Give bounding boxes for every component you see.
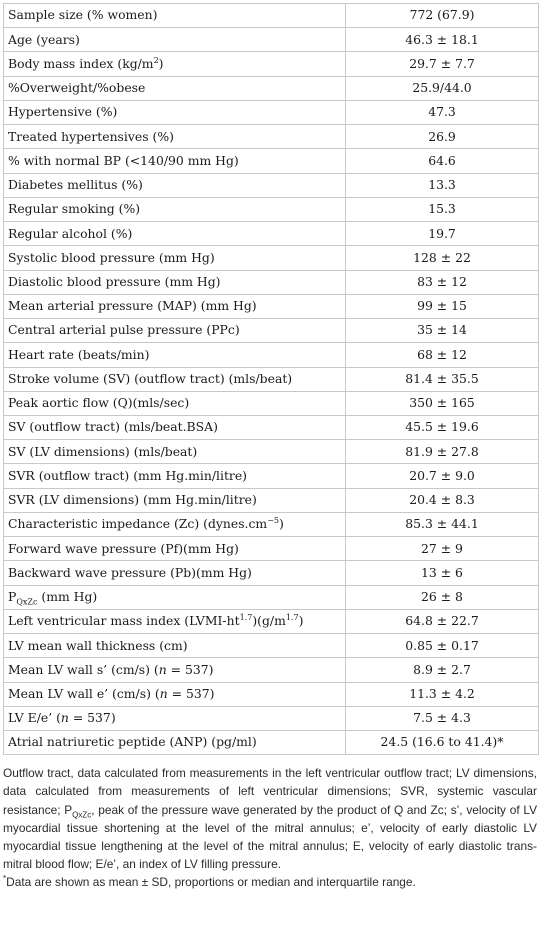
footnote-data-note: [3, 873, 537, 891]
table-row: [4, 488, 539, 512]
table-row: [4, 537, 539, 561]
row-label-cell: [4, 294, 346, 318]
row-label: % with normal BP (<140/90 mm Hg): [8, 152, 239, 168]
row-label-suffix: = 537): [167, 685, 215, 701]
row-label: Backward wave pressure (Pb)(mm Hg): [8, 564, 252, 580]
table-row: [4, 149, 539, 173]
row-value: 46.3 ± 18.1: [346, 28, 539, 52]
row-label-cell: [4, 706, 346, 730]
footnote-note-text: Data are shown as mean ± SD, proportions or median and interquartile range.: [6, 875, 416, 890]
table-row: [4, 609, 539, 633]
row-label-cell: [4, 609, 346, 633]
row-value: 83 ± 12: [346, 270, 539, 294]
row-value: 99 ± 15: [346, 294, 539, 318]
row-label-superscript: 1.7: [239, 613, 253, 623]
row-label-cell: [4, 634, 346, 658]
row-label: Systolic blood pressure (mm Hg): [8, 249, 215, 265]
row-label-cell: [4, 52, 346, 76]
table-row: [4, 634, 539, 658]
row-label-cell: [4, 125, 346, 149]
row-value: 26 ± 8: [346, 585, 539, 609]
row-label-suffix: ): [158, 55, 164, 71]
row-value: 20.4 ± 8.3: [346, 488, 539, 512]
table-row: [4, 4, 539, 28]
row-value: 47.3: [346, 100, 539, 124]
row-label-cell: [4, 585, 346, 609]
row-label-cell: [4, 464, 346, 488]
footnote-marker: *: [3, 874, 7, 884]
row-label: SV (LV dimensions) (mls/beat): [8, 443, 198, 459]
row-value: 350 ± 165: [346, 391, 539, 415]
row-label: Regular alcohol (%): [8, 225, 133, 241]
row-label: %Overweight/%obese: [8, 80, 146, 96]
table-row: [4, 76, 539, 100]
row-value: 35 ± 14: [346, 319, 539, 343]
row-value: 24.5 (16.6 to 41.4)*: [346, 731, 539, 755]
row-label-cell: [4, 658, 346, 682]
row-label: Age (years): [8, 31, 80, 47]
row-value: 64.8 ± 22.7: [346, 609, 539, 633]
footnote-text-1: Outflow tract, data calculated from measurements in the left ventricular outflow tract; LV dimensions, data calculated from measurements of left ventricular dimensions; SVR, systemic vascular resistance; P: [3, 766, 537, 817]
row-label-cell: [4, 76, 346, 100]
table-row: [4, 246, 539, 270]
table-row: [4, 585, 539, 609]
row-value: 11.3 ± 4.2: [346, 682, 539, 706]
table-row: [4, 658, 539, 682]
footnote-text-2: , peak of the pressure wave generated by the product of Q and Zc; s’, velocity of LV myocardial tissue shortening at the level of the mitral annulus; e’, velocity of early diastolic LV myocardial tissue lengthening at the level of the mitral annulus; E, velocity of early diastolic trans-mitral blood flow; E/e’, an index of LV filling pressure.: [3, 802, 538, 872]
row-label: P: [8, 589, 17, 605]
table-row: [4, 731, 539, 755]
row-label-cell: [4, 197, 346, 221]
table-row: [4, 52, 539, 76]
table-row: [4, 561, 539, 585]
table-row: [4, 464, 539, 488]
row-label: Central arterial pulse pressure (PPc): [8, 322, 240, 338]
row-label: Stroke volume (SV) (outflow tract) (mls/beat): [8, 370, 293, 386]
row-value: 13 ± 6: [346, 561, 539, 585]
row-label: SV (outflow tract) (mls/beat.BSA): [8, 419, 218, 435]
row-label-cell: [4, 561, 346, 585]
row-value: 26.9: [346, 125, 539, 149]
row-value: 772 (67.9): [346, 4, 539, 28]
row-label: Peak aortic flow (Q)(mls/sec): [8, 395, 190, 411]
row-label-superscript-2: 1.7: [285, 613, 299, 623]
row-label: Mean arterial pressure (MAP) (mm Hg): [8, 298, 257, 314]
table-row: [4, 367, 539, 391]
row-label-cell: [4, 173, 346, 197]
row-label-cell: [4, 100, 346, 124]
row-label-cell: [4, 4, 346, 28]
row-label-cell: [4, 440, 346, 464]
row-value: 13.3: [346, 173, 539, 197]
table-row: [4, 100, 539, 124]
row-label: Heart rate (beats/min): [8, 346, 150, 362]
table-row: [4, 222, 539, 246]
row-label-suffix: )(g/m: [252, 613, 286, 629]
row-label-italic: n: [159, 685, 168, 701]
row-label-cell: [4, 512, 346, 536]
row-label-cell: [4, 488, 346, 512]
row-label-superscript: 2: [153, 55, 159, 65]
table-row: [4, 440, 539, 464]
row-value: 68 ± 12: [346, 343, 539, 367]
row-label-suffix: = 537): [68, 710, 116, 726]
table-row: [4, 28, 539, 52]
characteristics-table: [3, 3, 539, 755]
row-label-cell: [4, 391, 346, 415]
row-label-italic: n: [158, 661, 167, 677]
row-label-subscript: QxZc: [16, 597, 38, 607]
footnote-subscript: QxZc: [72, 810, 92, 820]
table-row: [4, 125, 539, 149]
row-label: Hypertensive (%): [8, 104, 118, 120]
row-value: 29.7 ± 7.7: [346, 52, 539, 76]
row-value: 128 ± 22: [346, 246, 539, 270]
row-label-cell: [4, 367, 346, 391]
table-row: [4, 197, 539, 221]
row-label-cell: [4, 222, 346, 246]
characteristics-table-container: [3, 3, 539, 892]
table-row: [4, 415, 539, 439]
row-label-cell: [4, 28, 346, 52]
row-label-suffix-2: ): [298, 613, 304, 629]
row-label-cell: [4, 682, 346, 706]
row-label-cell: [4, 319, 346, 343]
row-label-superscript: −5: [267, 516, 279, 526]
table-row: [4, 294, 539, 318]
row-value: 81.9 ± 27.8: [346, 440, 539, 464]
row-label-cell: [4, 537, 346, 561]
row-label: Sample size (% women): [8, 7, 158, 23]
row-label-cell: [4, 270, 346, 294]
row-label: Body mass index (kg/m: [8, 55, 154, 71]
row-label-cell: [4, 731, 346, 755]
row-label-italic: n: [60, 710, 69, 726]
table-row: [4, 512, 539, 536]
table-row: [4, 391, 539, 415]
row-label: Diabetes mellitus (%): [8, 177, 143, 193]
table-row: [4, 319, 539, 343]
row-value: 45.5 ± 19.6: [346, 415, 539, 439]
row-label-suffix: (mm Hg): [37, 589, 98, 605]
table-row: [4, 173, 539, 197]
row-label: LV mean wall thickness (cm): [8, 637, 188, 653]
row-value: 15.3: [346, 197, 539, 221]
table-row: [4, 343, 539, 367]
table-row: [4, 706, 539, 730]
row-label: SVR (outflow tract) (mm Hg.min/litre): [8, 467, 248, 483]
row-value: 0.85 ± 0.17: [346, 634, 539, 658]
footnote-abbreviations: [3, 764, 537, 873]
row-value: 64.6: [346, 149, 539, 173]
row-label: Atrial natriuretic peptide (ANP) (pg/ml): [8, 734, 257, 750]
row-label-cell: [4, 415, 346, 439]
row-label: Treated hypertensives (%): [8, 128, 174, 144]
row-label: SVR (LV dimensions) (mm Hg.min/litre): [8, 492, 257, 508]
row-label: Left ventricular mass index (LVMI-ht: [8, 613, 240, 629]
row-value: 27 ± 9: [346, 537, 539, 561]
table-row: [4, 682, 539, 706]
row-label: Mean LV wall e’ (cm/s) (: [8, 685, 160, 701]
row-value: 19.7: [346, 222, 539, 246]
row-label-cell: [4, 343, 346, 367]
row-value: 85.3 ± 44.1: [346, 512, 539, 536]
row-label: Characteristic impedance (Zc) (dynes.cm: [8, 516, 268, 532]
row-value: 20.7 ± 9.0: [346, 464, 539, 488]
row-label-suffix: ): [278, 516, 284, 532]
row-value: 8.9 ± 2.7: [346, 658, 539, 682]
row-value: 25.9/44.0: [346, 76, 539, 100]
row-value: 7.5 ± 4.3: [346, 706, 539, 730]
row-label: LV E/e’ (: [8, 710, 61, 726]
table-footnote: [3, 764, 539, 891]
row-value: 81.4 ± 35.5: [346, 367, 539, 391]
table-row: [4, 270, 539, 294]
row-label: Mean LV wall s’ (cm/s) (: [8, 661, 159, 677]
row-label-cell: [4, 246, 346, 270]
row-label: Diastolic blood pressure (mm Hg): [8, 273, 221, 289]
row-label: Regular smoking (%): [8, 201, 141, 217]
row-label: Forward wave pressure (Pf)(mm Hg): [8, 540, 239, 556]
row-label-suffix: = 537): [166, 661, 214, 677]
row-label-cell: [4, 149, 346, 173]
